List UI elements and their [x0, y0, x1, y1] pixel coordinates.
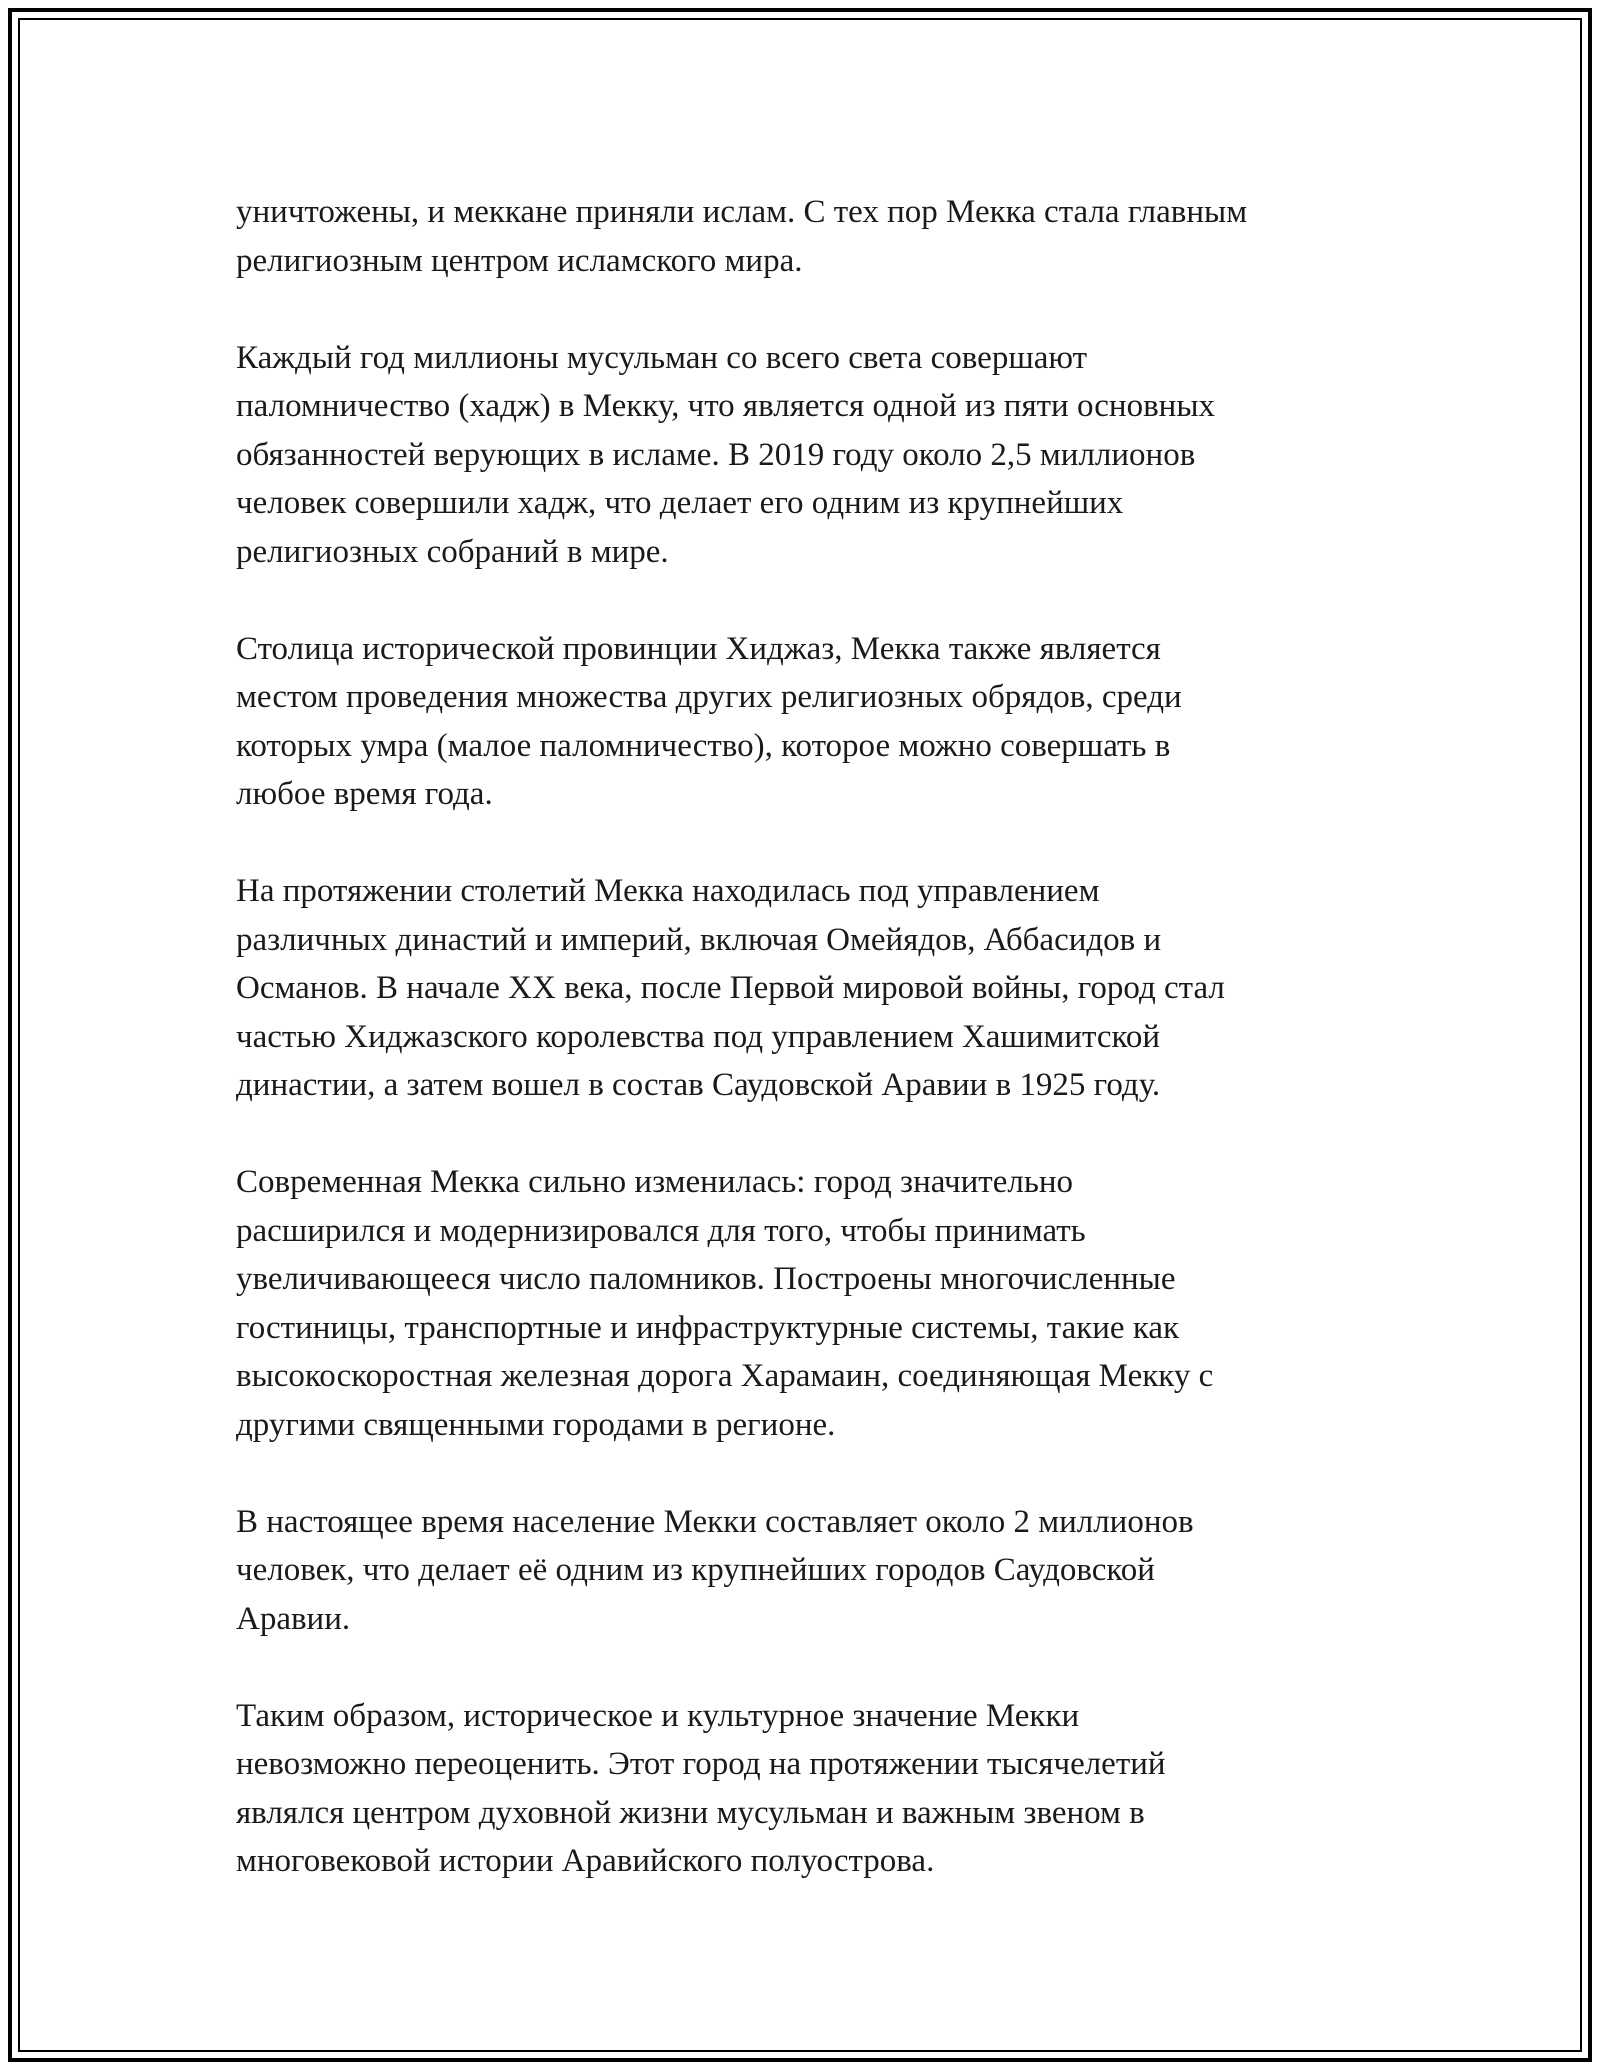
paragraph-4: [236, 867, 1406, 1110]
paragraph-3: [236, 625, 1406, 819]
text-line: невозможно переоценить. Этот город на протяжении тысячелетий: [236, 1746, 1166, 1782]
text-line: другими священными городами в регионе.: [236, 1406, 836, 1443]
text-line: любое время года.: [236, 776, 493, 812]
text-line: обязанностей верующих в исламе. В 2019 году около 2,5 миллионов: [236, 436, 1196, 473]
text-line: которых умра (малое паломничество), которое можно совершать в: [236, 727, 1171, 764]
paragraph-7: [236, 1692, 1406, 1886]
text-line: На протяжении столетий Мекка находилась под управлением: [236, 873, 1100, 909]
paragraph-6: [236, 1498, 1406, 1644]
text-line: религиозным центром исламского мира.: [236, 242, 803, 279]
text-line: уничтожены, и меккане приняли ислам. С тех пор Мекка стала главным: [236, 194, 1248, 230]
text-line: местом проведения множества других религиозных обрядов, среди: [236, 679, 1182, 715]
document-body: [236, 188, 1406, 1934]
paragraph-1: [236, 188, 1406, 285]
text-line: религиозных собраний в мире.: [236, 533, 669, 570]
text-line: различных династий и империй, включая Омейядов, Аббасидов и: [236, 921, 1162, 958]
text-line: расширился и модернизировался для того, чтобы принимать: [236, 1212, 1086, 1249]
text-line: гостиницы, транспортные и инфраструктурные системы, такие как: [236, 1309, 1180, 1346]
paragraph-2: [236, 334, 1406, 577]
text-line: В настоящее время население Мекки составляет около 2 миллионов: [236, 1503, 1194, 1540]
text-line: человек совершили хадж, что делает его одним из крупнейших: [236, 485, 1124, 521]
text-line: паломничество (хадж) в Мекку, что является одной из пяти основных: [236, 388, 1216, 424]
text-line: частью Хиджазского королевства под управлением Хашимитской: [236, 1018, 1161, 1055]
text-line: человек, что делает её одним из крупнейших городов Саудовской: [236, 1552, 1155, 1588]
text-line: Столица исторической провинции Хиджаз, Мекка также является: [236, 630, 1161, 667]
text-line: династии, а затем вошел в состав Саудовской Аравии в 1925 году.: [236, 1067, 1161, 1103]
text-line: многовековой истории Аравийского полуострова.: [236, 1843, 935, 1879]
paragraph-5: [236, 1158, 1406, 1449]
text-line: Современная Мекка сильно изменилась: город значительно: [236, 1164, 1074, 1200]
text-line: Османов. В начале XX века, после Первой мировой войны, город стал: [236, 970, 1225, 1006]
text-line: увеличивающееся число паломников. Построены многочисленные: [236, 1261, 1176, 1297]
text-line: Каждый год миллионы мусульман со всего света совершают: [236, 339, 1088, 376]
text-line: Таким образом, историческое и культурное значение Мекки: [236, 1697, 1080, 1734]
text-line: Аравии.: [236, 1600, 351, 1637]
text-line: являлся центром духовной жизни мусульман и важным звеном в: [236, 1794, 1145, 1831]
text-line: высокоскоростная железная дорога Харамаин, соединяющая Мекку с: [236, 1358, 1214, 1394]
